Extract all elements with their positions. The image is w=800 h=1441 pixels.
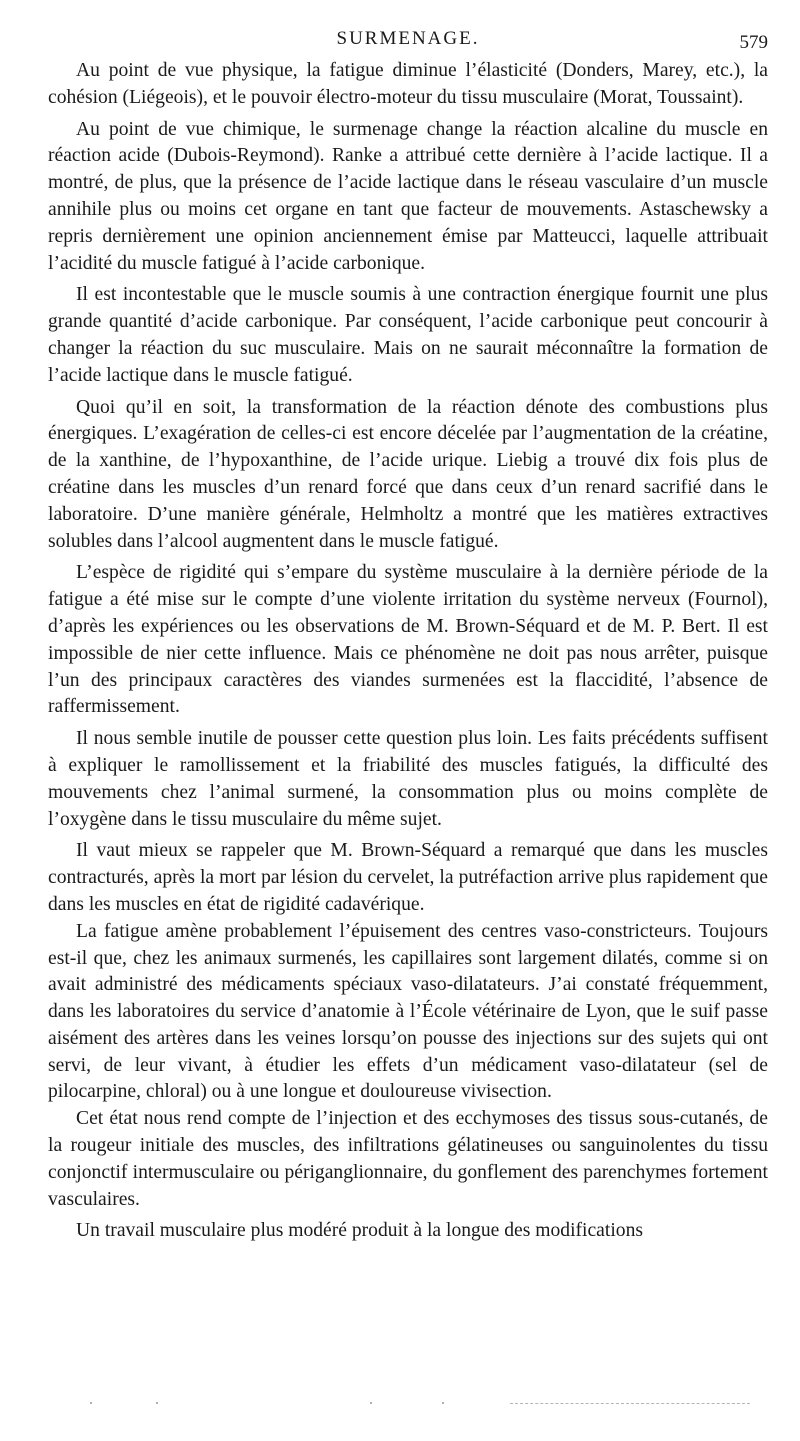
- print-speck: [156, 1402, 158, 1404]
- faint-rule: [510, 1403, 750, 1404]
- paragraph-rigidite: L’espèce de rigidité qui s’empare du système musculaire à la dernière période de la fatigue a été mise sur le compte d’une violente irritation du système nerveux (Fournol), d’après les expériences ou les observations de M. Brown-Séquard et de M. P. Bert. Il est impossible de nier cette influence. Mais ce phénomène ne doit pas nous arrêter, puisque l’un des principaux caractères des viandes surmenées est la flaccidité, l’absence de raffermissement.: [48, 562, 768, 718]
- paragraph-injection: Cet état nous rend compte de l’injection et des ecchymoses des tissus sous-cutanés, de la rougeur initiale des muscles, des infiltrations gélatineuses ou sanguinolentes du tissu conjonctif intermusculaire ou périganglionnaire, du gonflement des parenchymes fortement vasculaires.: [48, 1108, 768, 1210]
- paragraph-vaso-constricteurs: La fatigue amène probablement l’épuisement des centres vaso-constricteurs. Toujours est-il que, chez les animaux surmenés, les capillaires sont largement dilatés, comme si on avait administré des médicaments spéciaux vaso-dilatateurs. J’ai constaté fréquemment, dans les laboratoires du service d’anatomie à l’École vétérinaire de Lyon, que le suif passe aisément des artères dans les veines lorsqu’on pousse des injections sur des sujets qui ont servi, de leur vivant, à étudier les effets d’un médicament vaso-dilatateur (sel de pilocarpine, chloral) ou à une longue et douloureuse vivisection.: [48, 920, 768, 1103]
- running-title: SURMENAGE.: [336, 28, 480, 49]
- paragraph-acide-carbonique: Il est incontestable que le muscle soumis à une contraction énergique fournit une plus grande quantité d’acide carbonique. Par conséquent, l’acide carbonique peut concourir à changer la réaction du suc musculaire. Mais on ne saurait méconnaître la formation de l’acide lactique dans le muscle fatigué.: [48, 284, 768, 386]
- print-speck: [442, 1402, 444, 1404]
- running-head: [48, 28, 768, 54]
- page-number: 579: [739, 32, 768, 53]
- paragraph-question: Il nous semble inutile de pousser cette question plus loin. Les faits précédents suffisent à expliquer le ramollissement et la friabilité des muscles fatigués, la difficulté des mouvements chez l’animal surmené, la consommation plus ou moins complète de l’oxygène dans le tissu musculaire du même sujet.: [48, 728, 768, 830]
- paragraph-physique: Au point de vue physique, la fatigue diminue l’élasticité (Donders, Marey, etc.), la cohésion (Liégeois), et le pouvoir électro-moteur du tissu musculaire (Morat, Toussaint).: [48, 60, 768, 108]
- paragraph-travail-musculaire: Un travail musculaire plus modéré produit à la longue des modifications: [76, 1220, 643, 1242]
- footer-print-marks: [60, 1398, 760, 1410]
- paragraph-combustions: Quoi qu’il en soit, la transformation de la réaction dénote des combustions plus énergiques. L’exagération de celles-ci est encore décelée par l’augmentation de la créatine, de la xanthine, de l’hypoxanthine, de l’acide urique. Liebig a trouvé dix fois plus de créatine dans les muscles d’un renard forcé que dans ceux d’un renard sacrifié dans le laboratoire. D’une manière générale, Helmholtz a montré que les matières extractives solubles dans l’alcool augmentent dans le muscle fatigué.: [48, 396, 768, 552]
- paragraph-chimique: Au point de vue chimique, le surmenage change la réaction alcaline du muscle en réaction acide (Dubois-Reymond). Ranke a attribué cette dernière à l’acide lactique. Il a montré, de plus, que la présence de l’acide lactique dans le réseau vasculaire d’un muscle annihile plus ou moins cet organe en tant que facteur de mouvements. Astaschewsky a repris dernièrement une opinion anciennement émise par Matteucci, laquelle attribuait l’acidité du muscle fatigué à l’acide carbonique.: [48, 118, 768, 274]
- print-speck: [370, 1402, 372, 1404]
- print-speck: [90, 1402, 92, 1404]
- paragraph-brown-sequard: Il vaut mieux se rappeler que M. Brown-Séquard a remarqué que dans les muscles contracturés, après la mort par lésion du cervelet, la putréfaction arrive plus rapidement que dans les muscles en état de rigidité cadavérique.: [48, 840, 768, 915]
- body-text: [48, 58, 768, 1245]
